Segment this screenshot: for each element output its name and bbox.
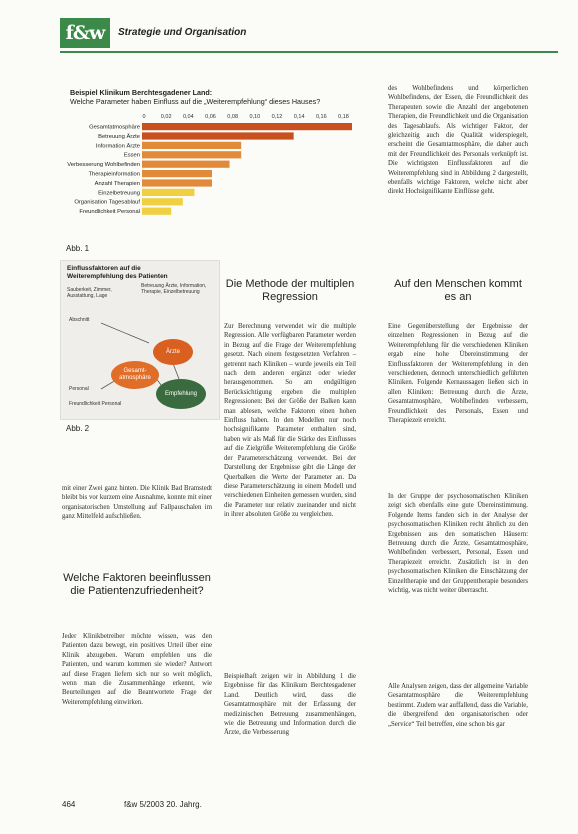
category-label: Freundlichkeit Personal: [79, 209, 140, 216]
arrow-1: [101, 323, 149, 343]
figure-2-label: Abb. 2: [66, 424, 90, 433]
page-number: 464: [62, 800, 76, 809]
x-tick-label: 0,08: [227, 114, 239, 120]
category-label: Anzahl Therapien: [94, 180, 140, 187]
col3-end-text: Alle Analysen zeigen, dass der allgemeine Variable Gesamtatmosphäre die Weiterempfehlung bestimmt. Zudem war auffallend, dass die Variable, die übergreifend den organisatorischen oder „Service“ Teil betreffen, eine schon bis gar: [388, 683, 528, 728]
bar: [142, 132, 294, 139]
bar: [142, 161, 230, 168]
diagram-top-left-text: Sauberkeit, Zimmer, Ausstattung, Lage: [67, 287, 112, 299]
x-tick-label: 0: [142, 114, 146, 120]
bar: [142, 208, 171, 215]
journal-issue: f&w 5/2003 20. Jahrg.: [124, 800, 202, 809]
diagram-bottom-left-text: Freundlichkeit Personal: [69, 401, 122, 407]
category-label: Essen: [123, 152, 140, 159]
category-label: Gesamtatmosphäre: [89, 124, 140, 131]
heading-factors: Welche Faktoren beeinflussen die Patientenzufriedenheit?: [63, 572, 211, 597]
col3-lower-text: In der Gruppe der psychosomatischen Kliniken zeigt sich ebenfalls eine gute Übereinstimmung. Folgende Items fanden sich in der Analyse der psychosomatischen Kliniken recht ähnlich zu den Ergebnissen aus den somatischen Häusern: Betreuung durch die Ärzte, Gesamtatmosphäre, Wohlbefinden verbessert, Personal, Essen und Therapiezeit erreicht. Zusätzlich ist in den psychosomatischen Kliniken die Einschätzung der Einzeltherapie und der Gruppentherapie besonders wichtig, was nicht weiter überrascht.: [388, 493, 528, 595]
col1-upper-text: mit einer Zwei ganz hinten. Die Klinik Bad Bramstedt bleibt bis vor kurzem eine Ausnahme, konnte mit einer organisatorischen Umstellung auf Fallpauschalen im ganz Mittelfeld aufschließen.: [62, 485, 212, 521]
bar: [142, 170, 212, 177]
x-tick-label: 0,18: [338, 114, 349, 120]
x-tick-label: 0,02: [160, 114, 172, 120]
col1-lower-text: Jeder Klinikbetreiber möchte wissen, was den Patienten dazu bewegt, ein positives Urteil über eine Klinik abzugeben. Warum empfehlen uns die Patienten, und warum kommen sie wieder? Antwort auf diese Fragen liefern sich nur so weit möglich, wenn man die Zusammenhänge erkennt, wie Beurteilungen auf die Beantwortete Frage der Weiterempfehlung einwirken.: [62, 633, 212, 706]
col3-upper-text: des Wohlbefindens und körperlichen Wohlbefindens, der Essen, die Freundlichkeit des Therapeuten sowie die Anzahl der angebotenen Therapien, die Freundlichkeit und die Organisation des Tagesablaufs. Als wichtiger Faktor, der gleichzeitig auch die Qualität widerspiegelt, erscheint die Gesamtatmosphäre, die daher auch mit der Freundlichkeit des Personals verknüpft ist. Die wichtigsten Einflussfaktoren auf die Weiterempfehlung sind in Abbildung 2 dargestellt, ebenfalls wichtige Faktoren, welche nicht aber direkt Hochsignifikante Einflüsse geht.: [388, 85, 528, 196]
journal-logo: f&w: [60, 18, 110, 48]
chart-title: Beispiel Klinikum Berchtesgadener Land:: [70, 88, 213, 97]
x-tick-label: 0,04: [182, 114, 194, 120]
node-atmosphere: Gesamt-atmosphäre: [111, 361, 159, 389]
bar: [142, 189, 195, 196]
figure-2-diagram: [60, 260, 220, 420]
col2-text: Zur Berechnung verwendet wir die multiple Regression. Alle verfügbaren Parameter werden in Bezug auf die Frage der Weiterempfehlung gesetzt. Nach einem festgesetzten Verfahren – getrennt nach Kliniken – wurde jeweils ein Teil nach dem anderen ergänzt oder wieder herausgenommen. So am endgültigen Berücksichtigung ergeben die multiplen Regressionen: Bei der Größe der Balken kann man ablesen, welche Faktoren einen hohen Einfluss haben. In den Modellen nur noch hochsignifikante Parameter enthalten sind, haben wir als Maß für die Stärke des Einflusses auf die Zielgröße Weiterempfehlung die Größe der Parameterschätzung verwendet. Bei der Darstellung der Ergebnisse gibt die Länge der Querbalken die Werte der Parameter an. Da diese Parameterschätzung in einem Modell und verschiedenen Einheiten gemessen wurden, sind die Parameter nur relativ zueinander und nicht in ihrer absoluten Größe zu vergleichen.: [224, 323, 356, 519]
col2-text-b: Beispielhaft zeigen wir in Abbildung 1 die Ergebnisse für das Klinikum Berchtesgadener Land. Deutlich wird, dass die Gesamtatmosphäre mit der Erfassung der medizinischen Betreuung zusammenhängen, wie die Betreuung und Information durch die Ärzte, die Verbesserung: [224, 673, 356, 737]
bar: [142, 142, 241, 149]
category-label: Organisation Tagesablauf: [74, 199, 140, 206]
bar: [142, 179, 212, 186]
section-title: Strategie und Organisation: [118, 27, 247, 38]
header-rule: [60, 51, 558, 53]
bar: [142, 151, 241, 158]
heading-method: Die Methode der multiplen Regression: [225, 278, 355, 303]
category-label: Therapieinformation: [88, 171, 140, 178]
category-label: Einzelbetreuung: [98, 190, 140, 197]
x-tick-label: 0,06: [205, 114, 216, 120]
bar: [142, 123, 352, 130]
diagram-left-label-top: Abschnitt: [69, 317, 90, 323]
x-tick-label: 0,16: [315, 114, 327, 120]
category-label: Betreuung Ärzte: [98, 133, 140, 140]
figure-1-label: Abb. 1: [66, 244, 90, 253]
category-label: Verbesserung Wohlbefinden: [67, 162, 140, 169]
diagram-top-right-text: Betreuung Ärzte, Information, Therapie, Einzelbetreuung: [141, 283, 207, 295]
x-tick-label: 0,10: [249, 114, 261, 120]
chart-heading: [70, 88, 360, 106]
node-doctors: Ärzte: [153, 339, 193, 365]
bar-chart: [60, 110, 360, 225]
diagram-left-label-bottom: Personal: [69, 386, 89, 392]
col3-mid-text: Eine Gegenüberstellung der Ergebnisse der einzelnen Regressionen in Bezug auf die Weiterempfehlung für die verschiedenen Kliniken ergab eine hohe Übereinstimmung der Einflussfaktoren der Weiterempfehlung in den verschiedenen, dennoch unterschiedlich geführten Kliniken. Folgende Kernaussagen ließen sich in allen Kliniken: Betreuung durch die Ärzte, Gesamtatmosphäre, Wohlbefinden verbessern, Freundlichkeit des Personals, Essen und Therapiezeit erreicht.: [388, 323, 528, 425]
figure-1-chart: [60, 82, 360, 242]
heading-people: Auf den Menschen kommt es an: [394, 278, 522, 303]
category-label: Information Ärzte: [95, 143, 140, 150]
bar: [142, 198, 183, 205]
chart-subtitle: Welche Parameter haben Einfluss auf die „Weiterempfehlung“ dieses Hauses?: [70, 97, 321, 106]
x-tick-label: 0,14: [293, 114, 305, 120]
diagram-title: Einflussfaktoren auf die Weiterempfehlung des Patienten: [67, 265, 168, 280]
x-tick-label: 0,12: [271, 114, 283, 120]
node-recommendation: Empfehlung: [156, 379, 206, 409]
